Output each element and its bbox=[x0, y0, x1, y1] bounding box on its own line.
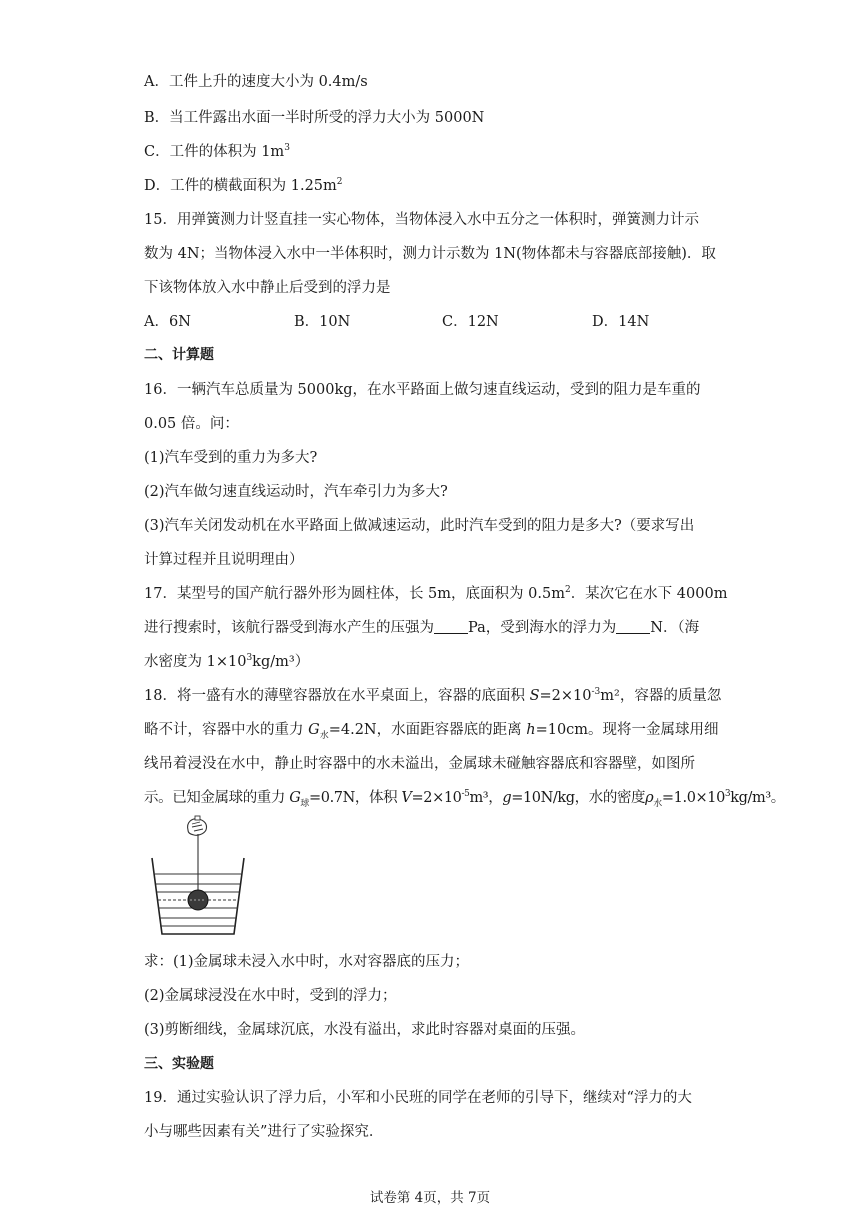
q15-stem-line3: 下该物体放入水中静止后受到的浮力是 bbox=[144, 280, 391, 296]
q16-sub1: (1)汽车受到的重力为多大? bbox=[144, 450, 318, 466]
q16-stem-line1: 16．一辆汽车总质量为 5000kg，在水平路面上做匀速直线运动，受到的阻力是车重的 bbox=[144, 382, 701, 398]
hand-icon bbox=[188, 816, 207, 835]
q16-stem-line2: 0.05 倍。问： bbox=[144, 416, 239, 432]
q17-stem-line1: 17．某型号的国产航行器外形为圆柱体，长 5m，底面积为 $0.5m^2$．某次它在水下 4000m bbox=[144, 585, 728, 602]
q15-stem-line1: 15．用弹簧测力计竖直挂一实心物体，当物体浸入水中五分之一体积时，弹簧测力计示 bbox=[144, 212, 699, 228]
q15-option-d: D．14N bbox=[592, 314, 650, 330]
container-ball-figure bbox=[148, 812, 248, 942]
answer-blank-pressure[interactable] bbox=[434, 619, 468, 634]
q18-ask1: 求：(1)金属球未浸入水中时，水对容器底的压力； bbox=[144, 954, 470, 970]
q16-sub3-line2: 计算过程并且说明理由） bbox=[144, 552, 304, 568]
q19-stem-line2: 小与哪些因素有关”进行了实验探究． bbox=[144, 1124, 384, 1140]
q15-stem-line2: 数为 4N；当物体浸入水中一半体积时，测力计示数为 1N(物体都未与容器底部接触)．取 bbox=[144, 246, 716, 262]
q15-option-a: A．6N bbox=[144, 314, 191, 330]
section-heading-experiment: 三、实验题 bbox=[144, 1056, 214, 1072]
q18-stem-line3: 线吊着浸没在水中，静止时容器中的水未溢出，金属球未碰触容器底和容器壁，如图所 bbox=[144, 756, 695, 772]
q14-option-a: A．工件上升的速度大小为 0.4m/s bbox=[144, 74, 368, 90]
q16-sub2: (2)汽车做匀速直线运动时，汽车牵引力为多大? bbox=[144, 484, 448, 500]
q17-stem-line3: 水密度为 $1\times 10^3kg/m^3$） bbox=[144, 653, 310, 670]
q15-option-c: C．12N bbox=[442, 314, 499, 330]
q19-stem-line1: 19．通过实验认识了浮力后，小军和小民班的同学在老师的引导下，继续对“浮力的大 bbox=[144, 1090, 692, 1106]
q18-ask2: (2)金属球浸没在水中时，受到的浮力； bbox=[144, 988, 397, 1004]
page-footer: 试卷第 4页，共 7页 bbox=[369, 1190, 491, 1206]
q14-option-b: B．当工件露出水面一半时所受的浮力大小为 5000N bbox=[144, 110, 485, 126]
q14-option-d: D．工件的横截面积为 $1.25m^2$ bbox=[144, 177, 343, 194]
section-heading-calculation: 二、计算题 bbox=[144, 347, 214, 363]
q17-stem-line2: 进行搜索时，该航行器受到海水产生的压强为 Pa，受到海水的浮力为 N．（海 bbox=[144, 620, 700, 636]
q18-stem-line1: 18．将一盛有水的薄壁容器放在水平桌面上，容器的底面积 $S=2\times 10^{-3}m^2$，容器的质量忽 bbox=[144, 687, 722, 704]
answer-blank-buoyancy[interactable] bbox=[616, 619, 650, 634]
q16-sub3-line1: (3)汽车关闭发动机在水平路面上做减速运动，此时汽车受到的阻力是多大?（要求写出 bbox=[144, 518, 695, 534]
q14-option-c: C．工件的体积为 $1m^3$ bbox=[144, 143, 290, 160]
q15-option-b: B．10N bbox=[294, 314, 351, 330]
q18-ask3: (3)剪断细线，金属球沉底，水没有溢出，求此时容器对桌面的压强。 bbox=[144, 1022, 586, 1038]
q18-stem-line2: 略不计，容器中水的重力 $G_水=4.2N$，水面距容器底的距离 h=10cm。现将一金属球用细 bbox=[144, 722, 719, 741]
q15-options bbox=[144, 312, 704, 332]
q18-stem-line4: 示。已知金属球的重力 $G_球=0.7N$，体积 $V=2\times 10^{-5}m^3$，g=10N/kg，水的密度$\rho_水=1.0\times 10^3kg/m^3$。 bbox=[144, 789, 785, 809]
